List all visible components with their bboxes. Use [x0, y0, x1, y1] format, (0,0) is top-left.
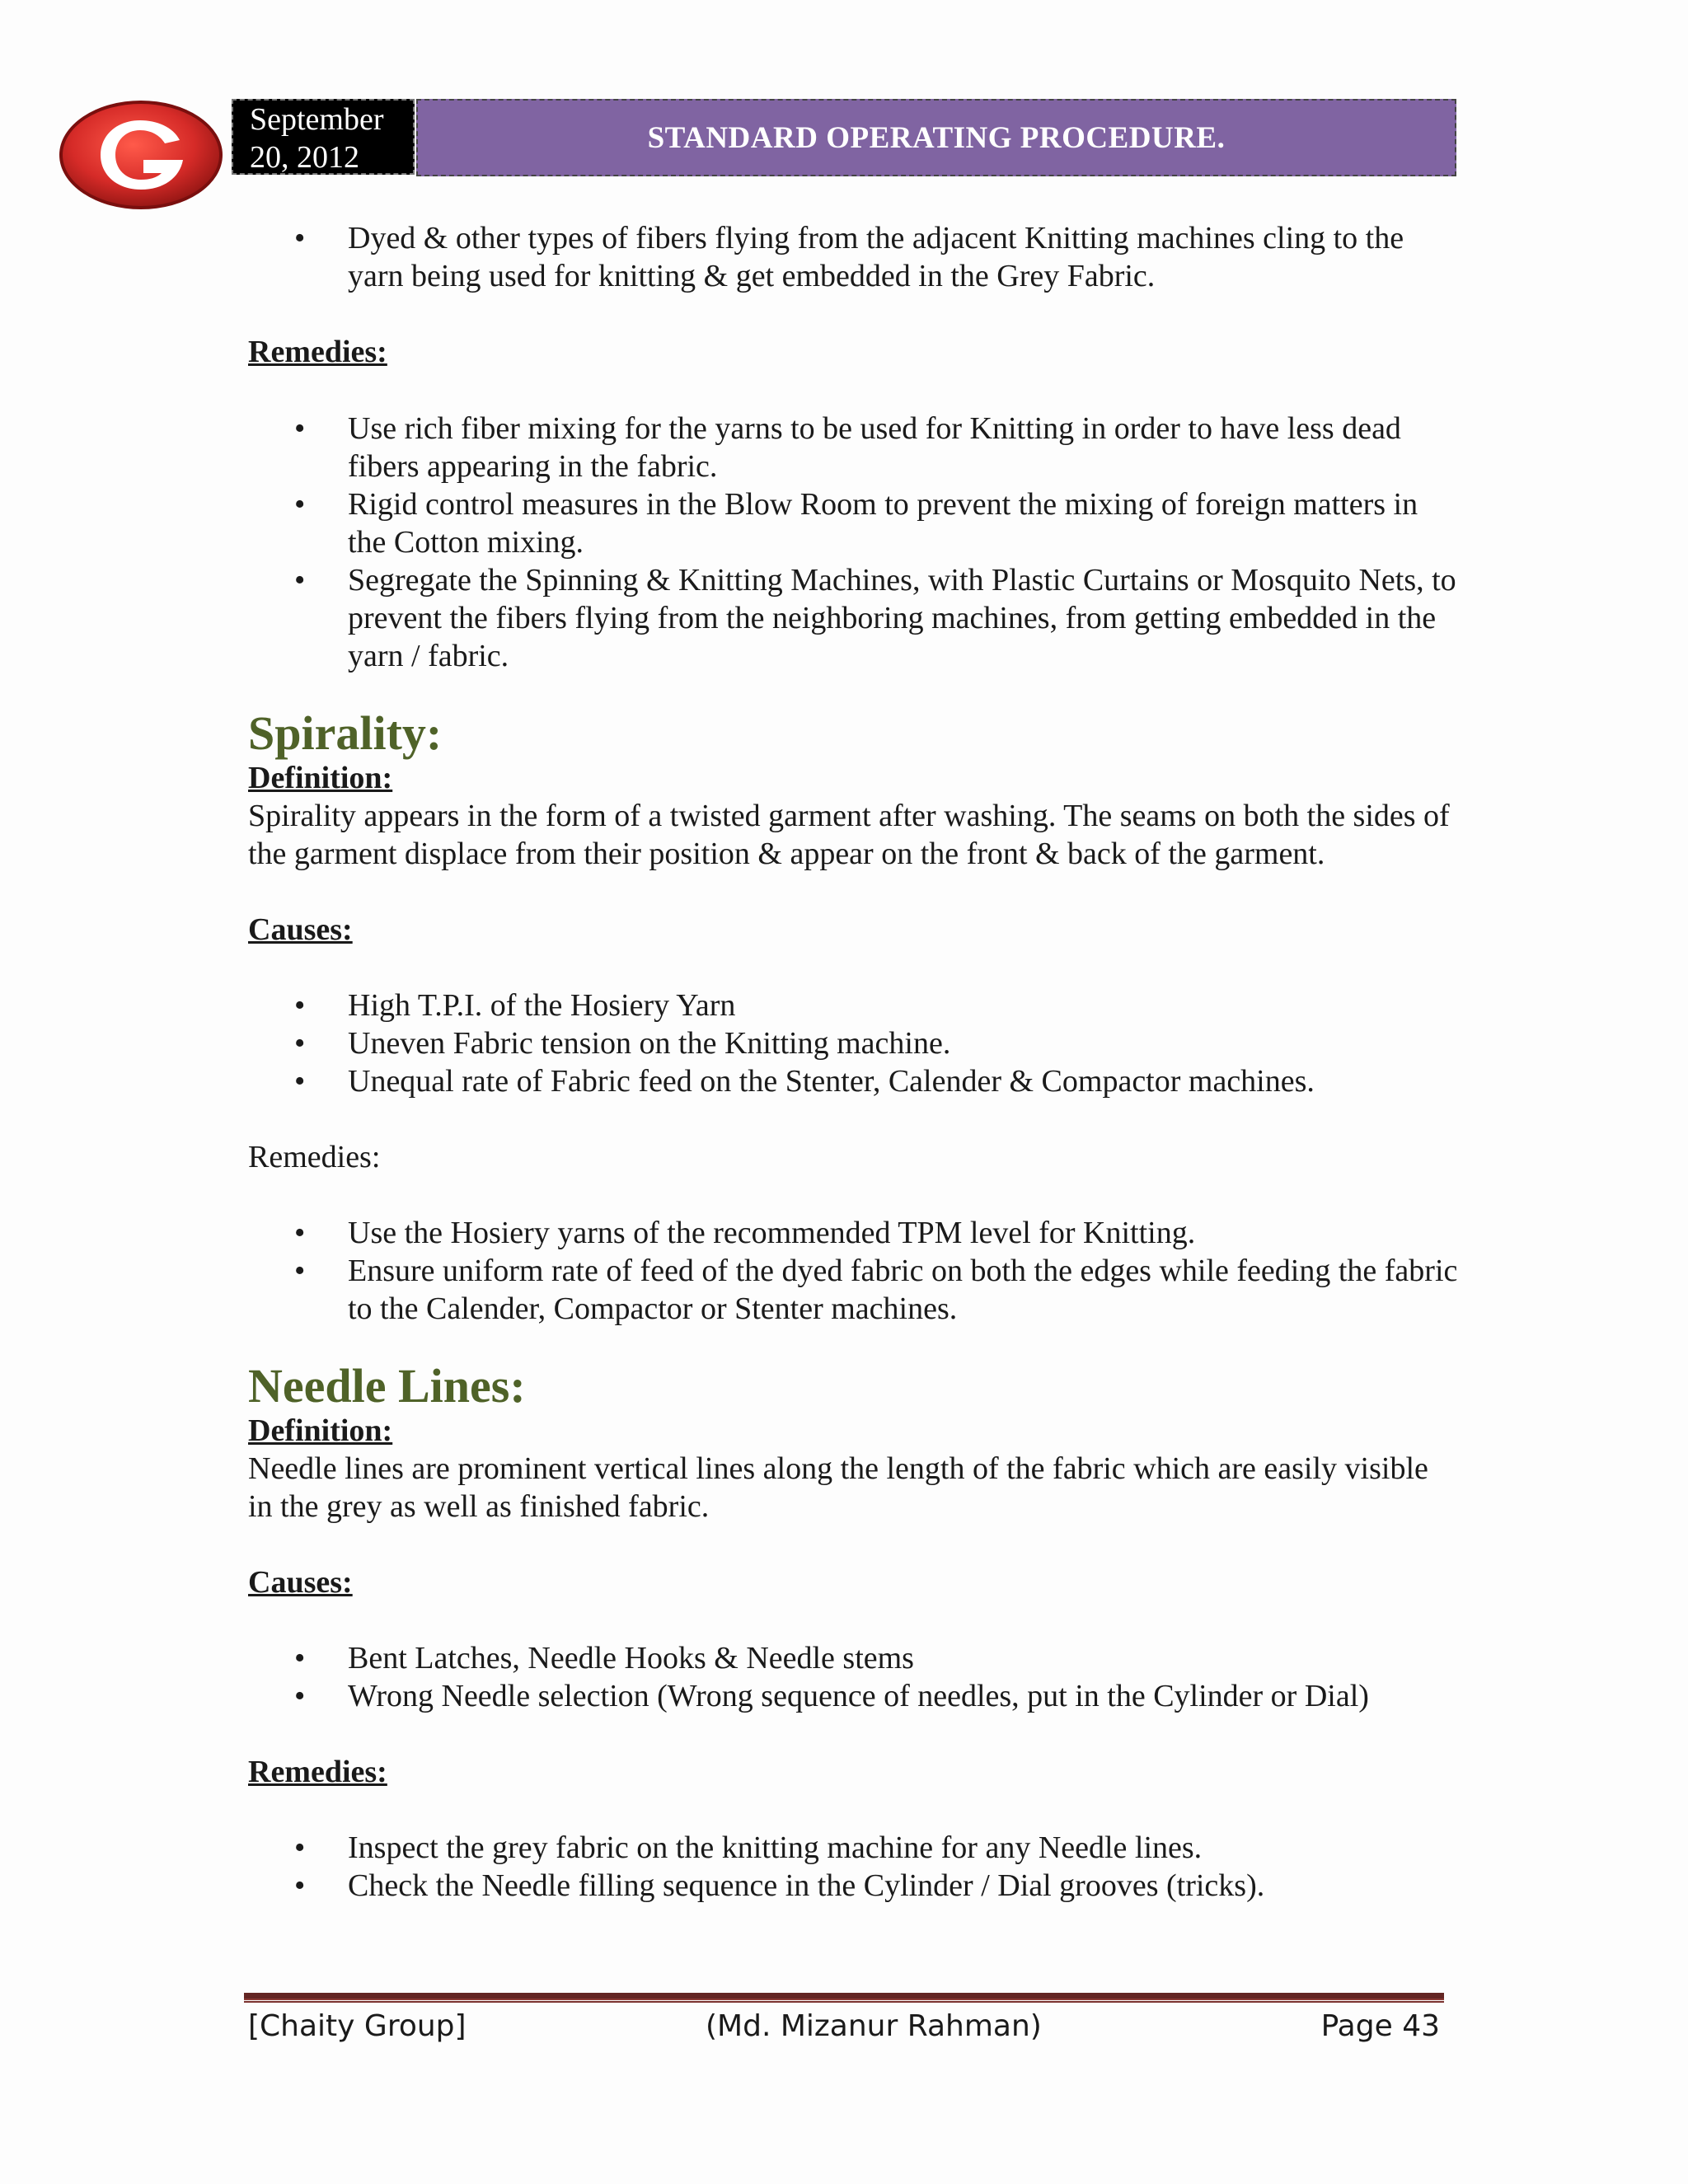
needle-lines-definition-label: Definition:	[248, 1413, 393, 1448]
needle-lines-remedies-label: Remedies:	[248, 1755, 387, 1789]
list-item: • Use rich fiber mixing for the yarns to be used for Knitting in order to have less dead fibers appearing in the fabric.	[248, 410, 1460, 485]
footer-divider	[244, 1993, 1444, 2000]
footer-page-number: Page 43	[1320, 2009, 1440, 2043]
list-item: • Inspect the grey fabric on the knitting machine for any Needle lines.	[248, 1829, 1460, 1867]
footer-company: [Chaity Group]	[248, 2009, 467, 2043]
remedies-heading: Remedies:	[248, 335, 387, 369]
list-item: • Check the Needle filling sequence in the Cylinder / Dial grooves (tricks).	[248, 1867, 1460, 1905]
spirality-remedies-list	[248, 1214, 1460, 1328]
needle-lines-causes-list	[248, 1639, 1460, 1715]
header-title-bar	[416, 99, 1456, 176]
list-item: • Dyed & other types of fibers flying from the adjacent Knitting machines cling to the yarn being used for knitting & get embedded in the Grey Fabric.	[248, 219, 1460, 295]
header-date-line1: September	[250, 102, 384, 137]
list-item: • Rigid control measures in the Blow Room to prevent the mixing of foreign matters in the Cotton mixing.	[248, 485, 1460, 561]
needle-lines-remedies-list	[248, 1829, 1460, 1905]
needle-lines-heading: Needle Lines:	[248, 1359, 526, 1413]
spirality-definition-label: Definition:	[248, 761, 393, 795]
list-item: • High T.P.I. of the Hosiery Yarn	[248, 987, 1460, 1024]
list-item: • Unequal rate of Fabric feed on the Stenter, Calender & Compactor machines.	[248, 1062, 1460, 1100]
spirality-causes-label: Causes:	[248, 912, 353, 947]
header-date	[232, 99, 415, 175]
spirality-causes-list	[248, 987, 1460, 1100]
document-title: STANDARD OPERATING PROCEDURE.	[647, 120, 1226, 155]
list-item: • Ensure uniform rate of feed of the dyed fabric on both the edges while feeding the fabric to the Calender, Compactor or Stenter machines.	[248, 1252, 1460, 1328]
list-item: • Segregate the Spinning & Knitting Machines, with Plastic Curtains or Mosquito Nets, to prevent the fibers flying from the neighboring machines, from getting embedded in the yarn / fabric.	[248, 561, 1460, 675]
list-item: • Use the Hosiery yarns of the recommended TPM level for Knitting.	[248, 1214, 1460, 1252]
intro-bullet-list	[248, 219, 1460, 295]
spirality-definition-text: Spirality appears in the form of a twisted garment after washing. The seams on both the sides of the garment displace from their position & appear on the front & back of the garment.	[248, 799, 1450, 871]
spirality-heading: Spirality:	[248, 706, 443, 760]
company-logo	[58, 97, 224, 213]
list-item: • Wrong Needle selection (Wrong sequence of needles, put in the Cylinder or Dial)	[248, 1677, 1460, 1715]
needle-lines-definition-text: Needle lines are prominent vertical lines along the length of the fabric which are easily visible in the grey as well as finished fabric.	[248, 1451, 1428, 1524]
footer-author: (Md. Mizanur Rahman)	[706, 2009, 1042, 2043]
list-item: • Uneven Fabric tension on the Knitting machine.	[248, 1024, 1460, 1062]
list-item: • Bent Latches, Needle Hooks & Needle stems	[248, 1639, 1460, 1677]
needle-lines-causes-label: Causes:	[248, 1565, 353, 1600]
header-date-line2: 20, 2012	[250, 140, 359, 175]
page-content	[248, 219, 1460, 1905]
spirality-remedies-label: Remedies:	[248, 1140, 381, 1174]
remedies-list	[248, 410, 1460, 675]
